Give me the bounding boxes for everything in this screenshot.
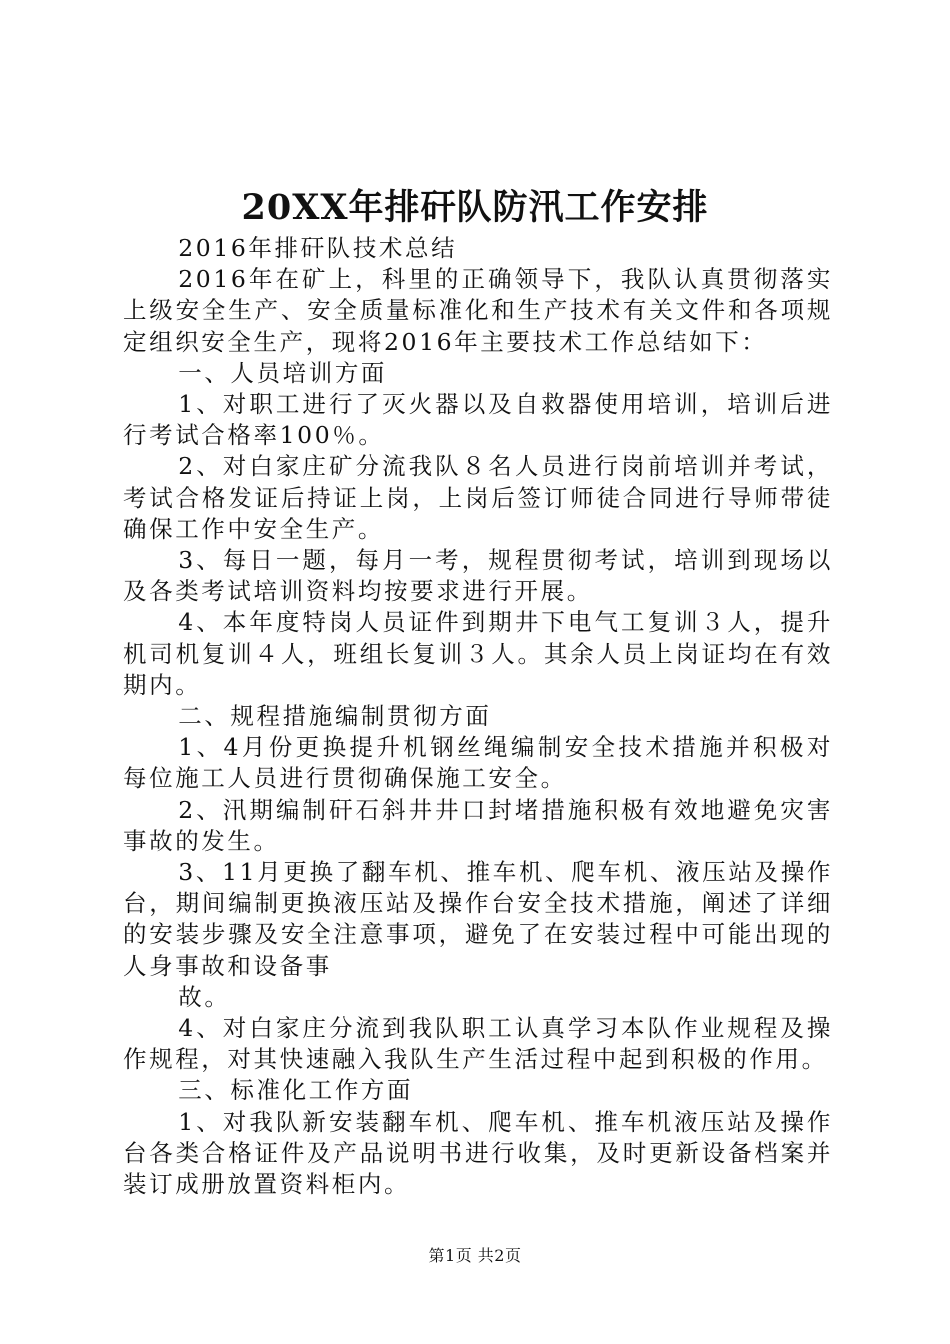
- paragraph-regulations-2: 2、汛期编制矸石斜井井口封堵措施积极有效地避免灾害事故的发生。: [123, 795, 833, 855]
- page-number-footer: 第1页 共2页: [428, 1246, 522, 1265]
- paragraph-standardization-1: 1、对我队新安装翻车机、爬车机、推车机液压站及操作台各类合格证件及产品说明书进行收集，及时更新设备档案并装订成册放置资料柜内。: [123, 1107, 833, 1199]
- document-title: 20XX年排矸队防汛工作安排: [241, 187, 709, 228]
- paragraph-training-1: 1、对职工进行了灭火器以及自救器使用培训，培训后进行考试合格率100％。: [123, 390, 833, 450]
- paragraph-training-2: 2、对白家庄矿分流我队８名人员进行岗前培训并考试，考试合格发证后持证上岗，上岗后签订师徒合同进行导师带徒确保工作中安全生产。: [123, 452, 833, 543]
- section-heading-regulations: 二、规程措施编制贯彻方面: [178, 702, 492, 731]
- paragraph-subtitle: 2016年排矸队技术总结: [178, 234, 458, 262]
- paragraph-training-4: 4、本年度特岗人员证件到期井下电气工复训３人，提升机司机复训４人，班组长复训３人。其余人员上岗证均在有效期内。: [123, 608, 833, 699]
- paragraph-regulations-1: 1、4月份更换提升机钢丝绳编制安全技术措施并积极对每位施工人员进行贯彻确保施工安全。: [123, 733, 833, 793]
- paragraph-intro: 2016年在矿上，科里的正确领导下，我队认真贯彻落实上级安全生产、安全质量标准化和生产技术有关文件和各项规定组织安全生产，现将2016年主要技术工作总结如下：: [123, 265, 833, 356]
- paragraph-regulations-3: 3、11月更换了翻车机、推车机、爬车机、液压站及操作台，期间编制更换液压站及操作台安全技术措施，阐述了详细的安装步骤及安全注意事项，避免了在安装过程中可能出现的人身事故和设备事: [123, 858, 833, 980]
- paragraph-regulations-3-continued: 故。: [178, 982, 231, 1011]
- paragraph-training-3: 3、每日一题，每月一考，规程贯彻考试，培训到现场以及各类考试培训资料均按要求进行开展。: [123, 546, 833, 606]
- document-body: [123, 233, 833, 1200]
- section-heading-standardization: 三、标准化工作方面: [178, 1076, 414, 1105]
- section-heading-training: 一、人员培训方面: [178, 358, 388, 387]
- paragraph-regulations-4: 4、对白家庄分流到我队职工认真学习本队作业规程及操作规程，对其快速融入我队生产生活过程中起到积极的作用。: [123, 1014, 833, 1074]
